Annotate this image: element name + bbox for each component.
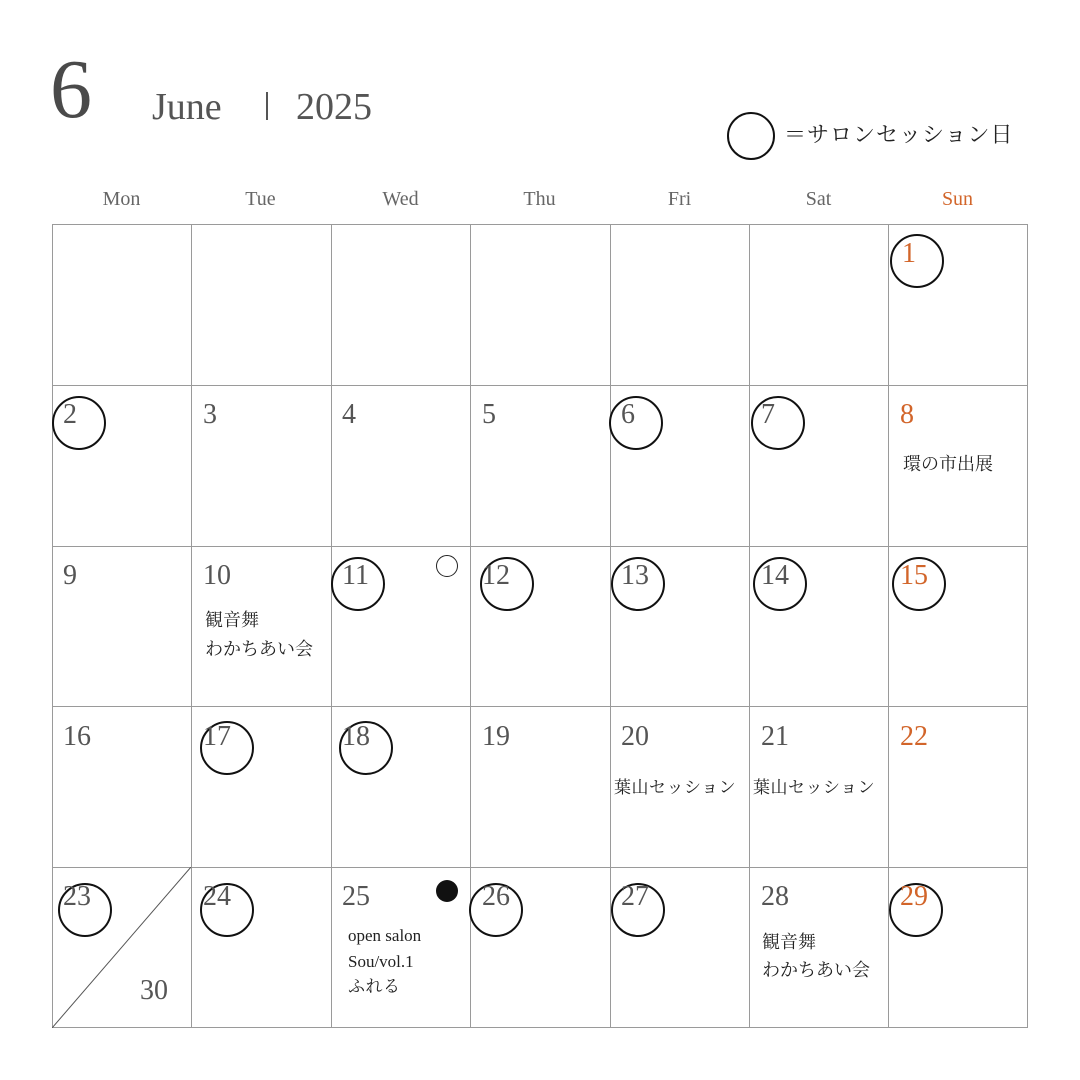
grid-divider <box>749 224 750 1028</box>
event-label: 観音舞 <box>205 610 259 631</box>
salon-session-circle-icon <box>890 234 944 288</box>
day-16[interactable]: 16 <box>63 721 91 752</box>
day-1[interactable]: 1 <box>902 238 916 269</box>
open-circle-icon <box>436 555 458 577</box>
day-15[interactable]: 15 <box>900 560 928 591</box>
day-28[interactable]: 28 <box>761 881 789 912</box>
day-19[interactable]: 19 <box>482 721 510 752</box>
salon-session-circle-icon <box>52 396 106 450</box>
day-9[interactable]: 9 <box>63 560 77 591</box>
day-27[interactable]: 27 <box>621 881 649 912</box>
day-30[interactable]: 30 <box>140 975 168 1006</box>
day-12[interactable]: 12 <box>482 560 510 591</box>
weekday-wed: Wed <box>382 188 419 210</box>
day-5[interactable]: 5 <box>482 399 496 430</box>
month-name: June <box>152 86 222 128</box>
day-14[interactable]: 14 <box>761 560 789 591</box>
day-23[interactable]: 23 <box>63 881 91 912</box>
event-label: 観音舞 <box>762 932 816 953</box>
grid-divider <box>52 706 1028 707</box>
day-11[interactable]: 11 <box>342 560 369 591</box>
calendar-grid <box>52 224 1028 1028</box>
day-18[interactable]: 18 <box>342 721 370 752</box>
day-17[interactable]: 17 <box>203 721 231 752</box>
weekday-fri: Fri <box>667 188 692 210</box>
event-label: わかちあい会 <box>762 960 870 981</box>
day-4[interactable]: 4 <box>342 399 356 430</box>
grid-divider <box>331 224 332 1028</box>
weekday-mon: Mon <box>102 188 141 210</box>
day-26[interactable]: 26 <box>482 881 510 912</box>
filled-circle-icon <box>436 880 458 902</box>
weekday-thu: Thu <box>523 188 556 210</box>
event-label: open salon <box>348 926 422 945</box>
weekday-sun: Sun <box>941 188 974 210</box>
day-2[interactable]: 2 <box>63 399 77 430</box>
event-label: Sou/vol.1 <box>348 952 414 971</box>
grid-divider <box>52 546 1028 547</box>
day-22[interactable]: 22 <box>900 721 928 752</box>
day-20[interactable]: 20 <box>621 721 649 752</box>
event-label: ふれる <box>348 977 401 997</box>
day-25[interactable]: 25 <box>342 881 370 912</box>
day-3[interactable]: 3 <box>203 399 217 430</box>
salon-session-circle-icon <box>751 396 805 450</box>
day-10[interactable]: 10 <box>203 560 231 591</box>
day-7[interactable]: 7 <box>761 399 775 430</box>
day-21[interactable]: 21 <box>761 721 789 752</box>
legend-label: ＝サロンセッション日 <box>784 123 1014 148</box>
grid-divider <box>52 385 1028 386</box>
day-24[interactable]: 24 <box>203 881 231 912</box>
event-label: わかちあい会 <box>205 639 313 660</box>
salon-session-circle-icon <box>609 396 663 450</box>
event-label: 葉山セッション <box>753 778 876 798</box>
month-number: 6 <box>50 43 92 136</box>
day-8[interactable]: 8 <box>900 399 914 430</box>
year: 2025 <box>296 86 372 128</box>
legend-circle-icon <box>727 112 775 160</box>
event-label: 環の市出展 <box>903 454 993 475</box>
weekday-sat: Sat <box>805 188 832 210</box>
event-label: 葉山セッション <box>614 778 737 798</box>
header-divider <box>266 92 268 120</box>
day-29[interactable]: 29 <box>900 881 928 912</box>
grid-divider <box>52 867 1028 868</box>
day-13[interactable]: 13 <box>621 560 649 591</box>
weekday-tue: Tue <box>245 188 276 210</box>
day-6[interactable]: 6 <box>621 399 635 430</box>
